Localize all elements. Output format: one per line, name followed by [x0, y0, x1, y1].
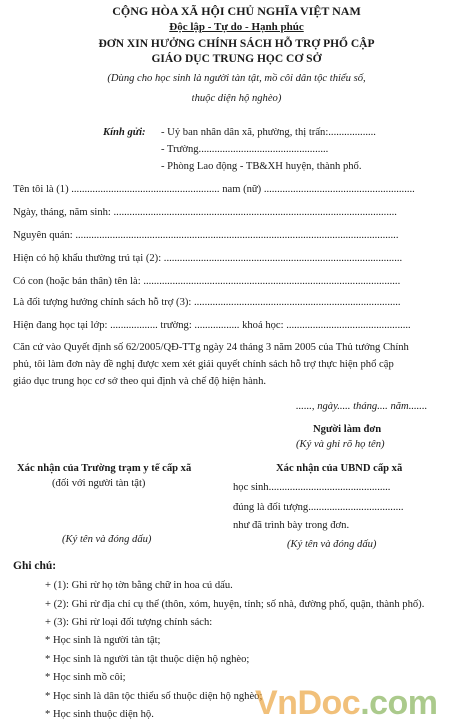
field-guardian: Có con (hoặc bản thân) tên là: ................................................................................................. [13, 276, 401, 287]
motto: Độc lập - Tự do - Hạnh phúc [169, 21, 304, 33]
note-item: + (3): Ghi rừ loại đối tượng chính sách: [45, 617, 213, 628]
commune-line1: học sinh.............................................. [233, 482, 391, 493]
field-studying: Hiện đang học tại lớp: .................. trường: ................. khoá học: ............................................... [13, 320, 411, 331]
body-line3: giáo dục trung học cơ sở theo qui định và chế độ hiện hành. [13, 376, 267, 387]
recipient-labour-office: - Phòng Lao động - TB&XH huyện, thành phố. [161, 161, 362, 172]
form-note-line2: thuộc diện hộ nghèo) [191, 93, 282, 104]
commune-line3: như đã trình bày trong đơn. [233, 520, 350, 531]
body-line1: Căn cứ vào Quyết định số 62/2005/QĐ-TTg ngày 24 tháng 3 năm 2005 của Thủ tướng Chính [13, 342, 409, 353]
note-item: * Học sinh mồ côi; [45, 672, 126, 683]
field-policy-target: Là đối tượng hưởng chính sách hỗ trợ (3): .............................................................................. [13, 297, 401, 308]
note-item: * Học sinh thuộc diện hộ. [45, 709, 154, 720]
vndoc-watermark-logo [255, 684, 438, 723]
note-item: + (2): Ghi rừ địa chỉ cụ thể (thôn, xóm, huyện, tỉnh; số nhà, đường phố, quận, thành phố). [45, 599, 425, 610]
date-line: ......, ngày..... tháng.... năm....... [296, 401, 428, 412]
commune-sign-note: (Ký tên và đóng dấu) [287, 539, 377, 550]
health-station-sign-note: (Ký tên và đóng dấu) [62, 534, 152, 545]
field-name: Tên tôi là (1) ........................................................ nam (nữ) ......................................................... [13, 184, 415, 195]
field-dob: Ngày, tháng, năm sinh: ........................................................................................................... [13, 207, 397, 218]
body-line2: phủ, tôi làm đơn này đề nghị được xem xét giải quyết chính sách hỗ trợ thực hiện phổ cập [13, 359, 394, 370]
watermark-part1: VnDoc [255, 684, 361, 722]
field-hometown: Nguyên quán: .......................................................................................................................... [13, 230, 399, 241]
applicant-sign-note: (Ký và ghi rõ họ tên) [296, 439, 385, 450]
watermark-part2: .com [360, 684, 438, 722]
commune-line2: đúng là đối tượng.................................... [233, 502, 404, 513]
recipients-label: Kính gửi: [103, 127, 146, 138]
form-note-line1: (Dùng cho học sinh là người tàn tật, mồ côi dân tộc thiểu số, [107, 73, 366, 84]
field-residence: Hiện có hộ khẩu thường trú tại (2): .......................................................................................... [13, 253, 403, 264]
health-station-title: Xác nhận của Trường trạm y tế cấp xã [17, 463, 192, 474]
recipient-school: - Trường................................................. [161, 144, 329, 155]
commune-title: Xác nhận của UBND cấp xã [276, 463, 403, 474]
note-item: * Học sinh là người tàn tật; [45, 635, 161, 646]
note-item: * Học sinh là người tàn tật thuộc diện hộ nghèo; [45, 654, 250, 665]
notes-heading: Ghi chú: [13, 560, 57, 572]
note-item: * Học sinh là dân tộc thiểu số thuộc diện hộ nghèo; [45, 691, 263, 702]
form-title-line1: ĐƠN XIN HƯỞNG CHÍNH SÁCH HỖ TRỢ PHỔ CẬP [98, 38, 375, 50]
health-station-subtitle: (đối với người tàn tật) [52, 478, 146, 489]
applicant-title: Người làm đơn [313, 424, 382, 435]
note-item: + (1): Ghi rừ họ tờn bằng chữ in hoa cú dấu. [45, 580, 233, 591]
recipient-commune: - Uỷ ban nhân dân xã, phường, thị trấn:.................. [161, 127, 376, 138]
country-name: CỘNG HÒA XÃ HỘI CHỦ NGHĨA VIỆT NAM [112, 4, 361, 18]
form-title-line2: GIÁO DỤC TRUNG HỌC CƠ SỞ [151, 53, 322, 65]
